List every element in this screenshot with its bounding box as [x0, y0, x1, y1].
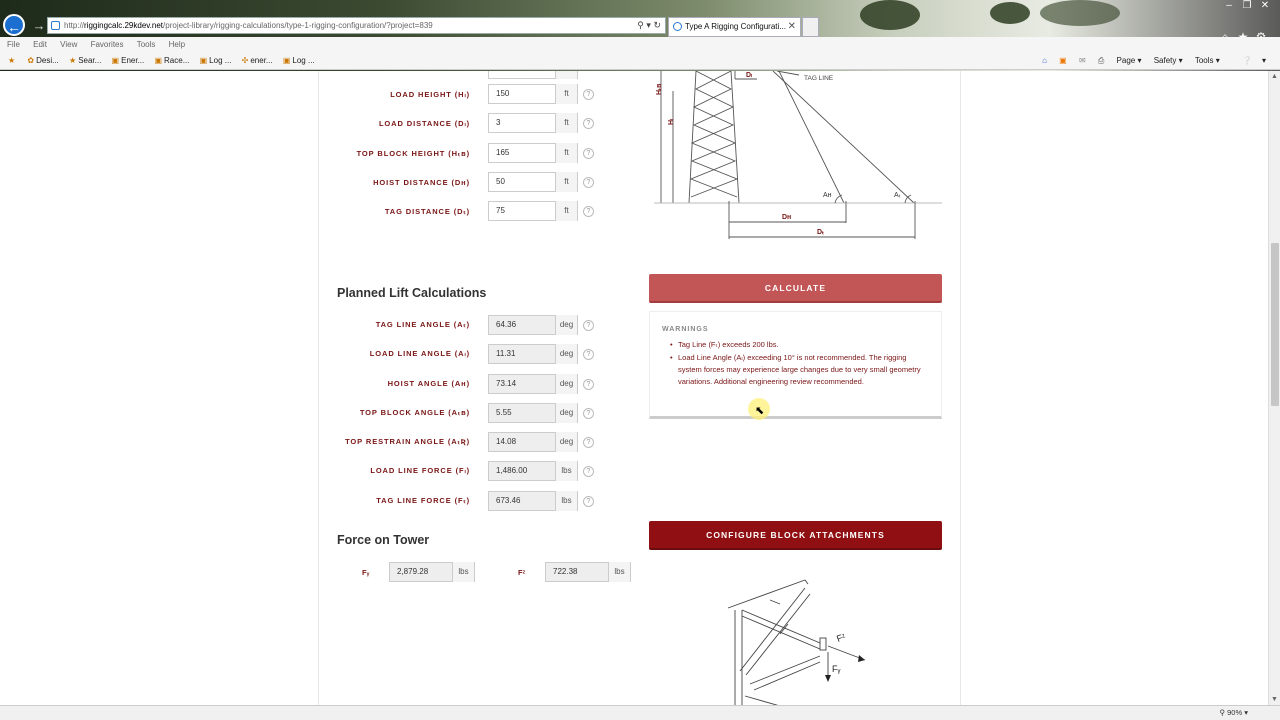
favorite-label: Ener...	[121, 56, 145, 65]
load-distance-label: LOAD DISTANCE (Dₗ)	[378, 119, 470, 128]
arrow-fz-icon	[858, 655, 865, 662]
load-distance-input[interactable]	[488, 113, 578, 133]
top-restrain-angle-output	[488, 432, 578, 452]
unit-label: ft	[555, 113, 577, 133]
output-value: 722.38	[553, 567, 578, 576]
output-value: 1,486.00	[496, 466, 528, 475]
menu-favorites[interactable]: Favorites	[90, 40, 124, 49]
top-block-angle-output	[488, 403, 578, 423]
url-host: riggingcalc.29kdev.net	[84, 21, 164, 30]
tab-rigging-configuration[interactable]	[668, 17, 801, 37]
command-bar	[1032, 52, 1266, 70]
hl-label: Hₗ	[668, 118, 675, 125]
page-icon	[51, 21, 60, 30]
unit-label	[555, 71, 577, 79]
fz-diagram-label: Fᶻ	[835, 631, 847, 644]
rigging-diagram	[649, 71, 949, 246]
tag-line-angle-output	[488, 315, 578, 335]
htb-label: Hₜʙ	[656, 83, 663, 95]
output-value: 673.46	[496, 496, 521, 505]
input-value: 150	[496, 89, 510, 98]
favorite-item[interactable]	[200, 52, 232, 70]
input-value: 50	[496, 177, 505, 186]
mail-icon[interactable]: ✉	[1078, 56, 1086, 65]
help-icon[interactable]: ?	[583, 496, 594, 507]
navigation-row	[0, 13, 1280, 38]
favorite-label: Race...	[164, 56, 190, 65]
unit-label: ft	[555, 84, 577, 104]
output-value: 73.14	[496, 379, 517, 388]
unit-label: deg	[555, 432, 577, 452]
warnings-panel	[649, 311, 942, 419]
close-window-icon[interactable]: ✕	[1260, 0, 1270, 11]
tag-distance-input[interactable]	[488, 201, 578, 221]
top-block-height-input[interactable]	[488, 143, 578, 163]
fz-label: Fᶻ	[518, 568, 526, 577]
mouse-cursor-icon: ⬉	[755, 405, 765, 417]
url-path: /project-library/rigging-calculations/type-1-rigging-configuration/?project=839	[163, 21, 433, 30]
help-icon[interactable]: ?	[583, 118, 594, 129]
load-line-angle-label: LOAD LINE ANGLE (Aₗ)	[369, 349, 470, 358]
favorites-icon: ★	[8, 56, 16, 65]
help-icon: ❔	[1242, 56, 1252, 65]
warning-item: • Tag Line (Fₜ) exceeds 200 lbs.	[678, 339, 928, 351]
unit-label: ft	[555, 143, 577, 163]
top-block-angle-label: TOP BLOCK ANGLE (Aₜʙ)	[359, 408, 470, 417]
warnings-list	[678, 339, 928, 389]
tag-line-label: TAG LINE	[804, 75, 834, 82]
output-value: 2,879.28	[397, 567, 429, 576]
help-icon[interactable]: ?	[583, 379, 594, 390]
output-value: 64.36	[496, 320, 517, 329]
warning-item: • Load Line Angle (Aₗ) exceeding 10° is not recommended. The rigging system forces may experience large changes due to very small geometry variations. Additional engineering review recommended.	[678, 352, 928, 388]
window-controls	[1220, 0, 1274, 11]
output-value: 11.31	[496, 349, 516, 358]
help-icon[interactable]: ?	[583, 89, 594, 100]
favorite-label: Log ...	[209, 56, 232, 65]
arrow-left-icon: ←	[7, 19, 21, 35]
address-bar[interactable]	[47, 17, 666, 34]
site-icon: ▣	[111, 56, 120, 65]
site-icon: ✣	[241, 56, 249, 65]
favorite-item[interactable]	[69, 52, 101, 70]
arrow-right-icon: →	[32, 18, 46, 33]
restore-icon[interactable]: ❐	[1242, 0, 1252, 11]
unit-label: lbs	[555, 491, 577, 511]
load-height-label: LOAD HEIGHT (Hₗ)	[390, 90, 470, 99]
content-border	[318, 71, 319, 705]
favorite-label: ener...	[250, 56, 273, 65]
menu-view[interactable]: View	[60, 40, 78, 49]
unit-label: lbs	[452, 562, 474, 582]
top-block-height-label: TOP BLOCK HEIGHT (Hₜʙ)	[356, 149, 470, 158]
planned-lift-title: Planned Lift Calculations	[337, 286, 487, 300]
menu-help[interactable]: Help	[168, 40, 186, 49]
calculate-button[interactable]: CALCULATE	[649, 274, 942, 303]
scrollbar-thumb[interactable]	[1271, 243, 1279, 406]
help-icon[interactable]: ?	[583, 148, 594, 159]
fy-diagram-label: Fᵧ	[832, 664, 841, 674]
at-label: Aₜ	[894, 192, 901, 199]
tab-title: Type A Rigging Configurati...	[685, 22, 786, 31]
menu-tools[interactable]: Tools ▾	[1194, 56, 1220, 65]
site-icon: ▣	[154, 56, 163, 65]
hoist-angle-label: HOIST ANGLE (Aʜ)	[387, 379, 470, 388]
favorite-label: Sear...	[78, 56, 102, 65]
warnings-title: WARNINGS	[662, 326, 709, 333]
site-icon: ▣	[199, 56, 208, 65]
zoom-level[interactable]: ⚲ 90% ▾	[1219, 708, 1248, 717]
tag-line-angle-label: TAG LINE ANGLE (Aₜ)	[375, 320, 470, 329]
home-icon[interactable]: ⌂	[1042, 56, 1047, 65]
help-menu-arrow: ▾	[1261, 56, 1266, 65]
help-menu[interactable]	[1232, 56, 1266, 65]
hoist-distance-label: HOIST DISTANCE (Dʜ)	[373, 178, 470, 187]
load-line-angle-output	[488, 344, 578, 364]
site-icon: ★	[69, 56, 77, 65]
favorite-item[interactable]	[8, 52, 17, 70]
unit-label: ft	[555, 201, 577, 221]
input-value: 165	[496, 148, 510, 157]
hoist-angle-output	[488, 374, 578, 394]
unit-label: deg	[555, 315, 577, 335]
favorite-label: Log ...	[292, 56, 315, 65]
tab-close-icon[interactable]: ✕	[787, 21, 796, 32]
help-icon[interactable]: ?	[583, 206, 594, 217]
dt-label: Dₜ	[817, 229, 825, 236]
menu-safety[interactable]: Safety ▾	[1153, 56, 1183, 65]
help-icon[interactable]: ?	[583, 320, 594, 331]
arrow-fy-icon	[825, 675, 831, 682]
tag-line-force-label: TAG LINE FORCE (Fₜ)	[376, 496, 470, 505]
vertical-scrollbar[interactable]	[1268, 71, 1280, 705]
favorite-item[interactable]	[27, 52, 58, 70]
fy-label: Fᵧ	[362, 568, 370, 577]
input-partial[interactable]	[488, 71, 578, 79]
site-icon: ✿	[27, 56, 35, 65]
new-tab-button[interactable]	[802, 17, 819, 37]
output-value: 5.55	[496, 408, 512, 417]
unit-label: lbs	[608, 562, 630, 582]
block-attachment-diagram	[720, 576, 880, 705]
rss-icon[interactable]: ▣	[1059, 56, 1067, 65]
back-button[interactable]	[3, 14, 25, 36]
load-height-input[interactable]	[488, 84, 578, 104]
output-value: 14.08	[496, 437, 517, 446]
force-on-tower-title: Force on Tower	[337, 533, 430, 547]
input-value: 3	[496, 118, 501, 127]
unit-label: ft	[555, 172, 577, 192]
tag-line-force-output	[488, 491, 578, 511]
top-restrain-angle-label: TOP RESTRAIN ANGLE (AₜƦ)	[345, 437, 470, 446]
favorite-item[interactable]	[112, 52, 145, 70]
favorites-bar	[0, 52, 1280, 70]
load-line-force-label: LOAD LINE FORCE (Fₗ)	[370, 466, 470, 475]
help-icon[interactable]: ?	[583, 349, 594, 360]
unit-label: lbs	[555, 461, 577, 481]
status-bar	[0, 705, 1280, 720]
tag-distance-label: TAG DISTANCE (Dₜ)	[384, 207, 470, 216]
content-border	[960, 71, 961, 705]
tab-icon	[673, 22, 682, 31]
url-prefix: http://	[64, 21, 85, 30]
favorite-item[interactable]	[154, 52, 189, 70]
zoom-value: 90%	[1227, 708, 1243, 717]
scroll-down-icon[interactable]: ▼	[1271, 696, 1278, 703]
dropdown-icon[interactable]: ▾	[646, 20, 651, 30]
site-icon: ▣	[282, 56, 291, 65]
refresh-icon[interactable]: ↻	[653, 20, 661, 30]
configure-block-attachments-button[interactable]: CONFIGURE BLOCK ATTACHMENTS	[649, 521, 942, 550]
menu-edit[interactable]: Edit	[33, 40, 47, 49]
menu-page[interactable]: Page ▾	[1116, 56, 1142, 65]
help-icon[interactable]: ?	[583, 177, 594, 188]
unit-label: deg	[555, 374, 577, 394]
menu-tools[interactable]: Tools	[136, 40, 156, 49]
menu-bar	[0, 37, 1280, 52]
unit-label: deg	[555, 344, 577, 364]
help-icon[interactable]: ?	[583, 408, 594, 419]
search-icon[interactable]: ⚲	[637, 20, 644, 30]
fy-output	[389, 562, 475, 582]
load-line-force-output	[488, 461, 578, 481]
dh-label: Dʜ	[782, 214, 792, 221]
fz-output	[545, 562, 631, 582]
scroll-up-icon[interactable]: ▲	[1271, 73, 1278, 80]
favorite-item[interactable]	[283, 52, 315, 70]
zoom-icon: ⚲	[1219, 708, 1226, 717]
favorite-item[interactable]	[242, 52, 273, 70]
help-icon[interactable]: ?	[583, 437, 594, 448]
ah-label: Aʜ	[823, 192, 832, 199]
unit-label: deg	[555, 403, 577, 423]
minimize-icon[interactable]: –	[1226, 0, 1232, 11]
favorite-label: Desi...	[36, 56, 59, 65]
hoist-distance-input[interactable]	[488, 172, 578, 192]
dl-label: Dₗ	[746, 72, 753, 79]
page-content	[0, 71, 1268, 705]
print-icon[interactable]: ⎙	[1097, 56, 1105, 65]
help-icon[interactable]: ?	[583, 466, 594, 477]
input-value: 75	[496, 206, 505, 215]
address-tools	[637, 18, 661, 33]
menu-file[interactable]: File	[7, 40, 20, 49]
